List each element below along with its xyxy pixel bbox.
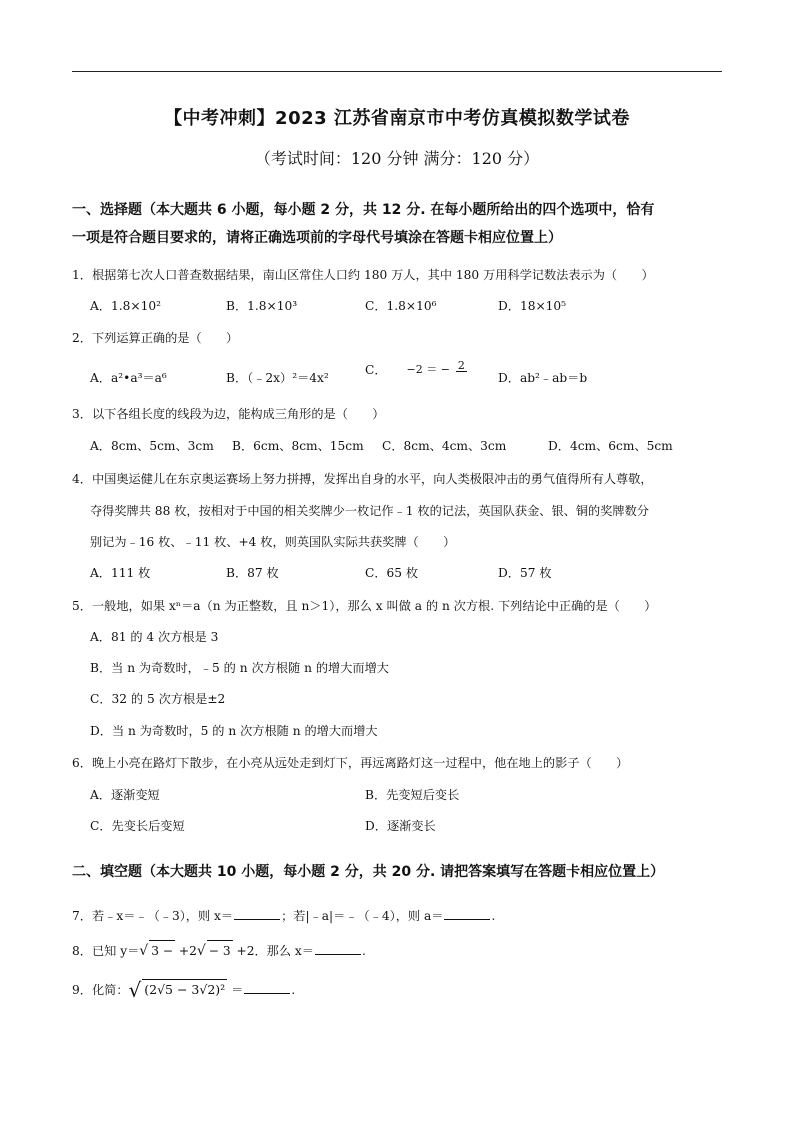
question-5-option-c: C．32 的 5 次方根是±2 bbox=[90, 692, 226, 706]
question-3-option-b: B．6cm、8cm、15cm bbox=[232, 439, 364, 453]
header-rule bbox=[72, 71, 722, 72]
section1-heading bbox=[72, 196, 654, 252]
question-8-part3: +2．那么 x＝ bbox=[232, 944, 314, 958]
fraction-numerator: 2 bbox=[457, 359, 465, 372]
question-4-option-c: C．65 枚 bbox=[365, 566, 419, 580]
question-6-option-c: C．先变长后变短 bbox=[90, 819, 185, 833]
question-1-option-a: A．1.8×10² bbox=[90, 299, 161, 313]
question-2-option-c-expr: −2 ＝ − bbox=[406, 363, 450, 376]
question-1-option-d: D．18×10⁵ bbox=[498, 299, 567, 313]
question-6-option-d: D．逐渐变长 bbox=[365, 819, 436, 833]
question-5-option-d: D．当 n 为奇数时，5 的 n 次方根随 n 的增大而增大 bbox=[90, 724, 378, 738]
question-4-line3: 别记为﹣16 枚、﹣11 枚、+4 枚，则英国队实际共获奖牌（ ） bbox=[90, 535, 456, 549]
question-2-option-b: B．（﹣2x）²＝4x² bbox=[226, 371, 329, 385]
answer-blank[interactable] bbox=[315, 942, 361, 955]
question-2-option-c-fraction bbox=[456, 360, 467, 372]
answer-blank[interactable] bbox=[444, 907, 490, 920]
question-9: 9．化简：√ (2√5 − 3√2)² ＝ . bbox=[72, 978, 296, 1002]
question-1-stem: 1．根据第七次人口普查数据结果，南山区常住人口约 180 万人，其中 180 万用科学记数法表示为（ ） bbox=[72, 268, 654, 282]
question-3-option-c: C．8cm、4cm、3cm bbox=[382, 439, 507, 453]
question-9-expression: (2√5 − 3√2)² bbox=[142, 979, 227, 1000]
section2-line1: 二、填空题（本大题共 10 小题，每小题 2 分，共 20 分. 请把答案填写在答题卡相应位置上） bbox=[72, 864, 665, 880]
question-6-option-a: A．逐渐变短 bbox=[90, 788, 160, 802]
question-8-part2: +2 bbox=[175, 944, 197, 958]
question-6-option-b: B．先变短后变长 bbox=[365, 788, 460, 802]
answer-blank[interactable] bbox=[244, 981, 290, 994]
question-4-option-b: B．87 枚 bbox=[226, 566, 279, 580]
question-7 bbox=[72, 906, 495, 926]
question-4-option-a: A．111 枚 bbox=[90, 566, 151, 580]
question-4-line1: 4．中国奥运健儿在东京奥运赛场上努力拼搏，发挥出自身的水平，向人类极限冲击的勇气值得所有人尊敬， bbox=[72, 472, 653, 486]
question-8-radical-2: − 3 bbox=[207, 940, 233, 961]
section1-line1: 一、选择题（本大题共 6 小题，每小题 2 分，共 12 分. 在每小题所给出的四个选项中，恰有 bbox=[72, 202, 655, 218]
question-5-option-b: B．当 n 为奇数时，﹣5 的 n 次方根随 n 的增大而增大 bbox=[90, 661, 389, 675]
question-2-option-a: A．a²•a³＝a⁶ bbox=[90, 371, 167, 385]
exam-subtitle: （考试时间：120 分钟 满分：120 分） bbox=[254, 149, 540, 168]
question-9-part3: . bbox=[291, 983, 296, 997]
question-5-option-a: A．81 的 4 次方根是 3 bbox=[90, 630, 219, 644]
question-2-option-c bbox=[365, 360, 469, 380]
exam-title: 【中考冲刺】2023 江苏省南京市中考仿真模拟数学试卷 bbox=[164, 108, 630, 129]
question-6-stem: 6．晚上小亮在路灯下散步，在小亮从远处走到灯下，再远离路灯这一过程中，他在地上的影子（ ） bbox=[72, 756, 629, 770]
question-8: 8．已知 y＝√ 3 − +2√− 3 +2．那么 x＝ . bbox=[72, 940, 366, 961]
question-4-option-d: D．57 枚 bbox=[498, 566, 552, 580]
question-3-stem: 3．以下各组长度的线段为边，能构成三角形的是（ ） bbox=[72, 407, 385, 421]
section1-line2: 一项是符合题目要求的，请将正确选项前的字母代号填涂在答题卡相应位置上） bbox=[72, 230, 562, 246]
question-4-line2: 夺得奖牌共 88 枚，按相对于中国的相关奖牌少一枚记作﹣1 枚的记法，英国队获金、银、铜的奖牌数分 bbox=[90, 504, 649, 518]
question-5-stem: 5．一般地，如果 xⁿ＝a（n 为正整数，且 n＞1），那么 x 叫做 a 的 n 次方根. 下列结论中正确的是（ ） bbox=[72, 599, 657, 613]
question-9-part2: ＝ bbox=[227, 983, 244, 997]
answer-blank[interactable] bbox=[234, 907, 280, 920]
question-7-part1: 7．若﹣x＝﹣（﹣3），则 x＝ bbox=[72, 909, 234, 923]
question-9-part1: 9．化简： bbox=[72, 983, 129, 997]
question-7-part2: ；若|﹣a|＝﹣（﹣4），则 a＝ bbox=[281, 909, 444, 923]
question-1-option-b: B．1.8×10³ bbox=[226, 299, 298, 313]
question-3-option-d: D．4cm、6cm、5cm bbox=[548, 439, 673, 453]
question-3-option-a: A．8cm、5cm、3cm bbox=[90, 439, 214, 453]
question-2-option-d: D．ab²﹣ab＝b bbox=[498, 371, 588, 385]
question-7-part3: . bbox=[491, 909, 496, 923]
question-8-part1: 8．已知 y＝ bbox=[72, 944, 140, 958]
question-1-option-c: C．1.8×10⁶ bbox=[365, 299, 437, 313]
question-2-stem: 2．下列运算正确的是（ ） bbox=[72, 331, 239, 345]
question-2-option-c-label: C． bbox=[365, 363, 387, 377]
question-8-radical-1: 3 − bbox=[149, 940, 175, 961]
question-8-part4: . bbox=[361, 944, 366, 958]
section2-heading bbox=[72, 858, 664, 886]
